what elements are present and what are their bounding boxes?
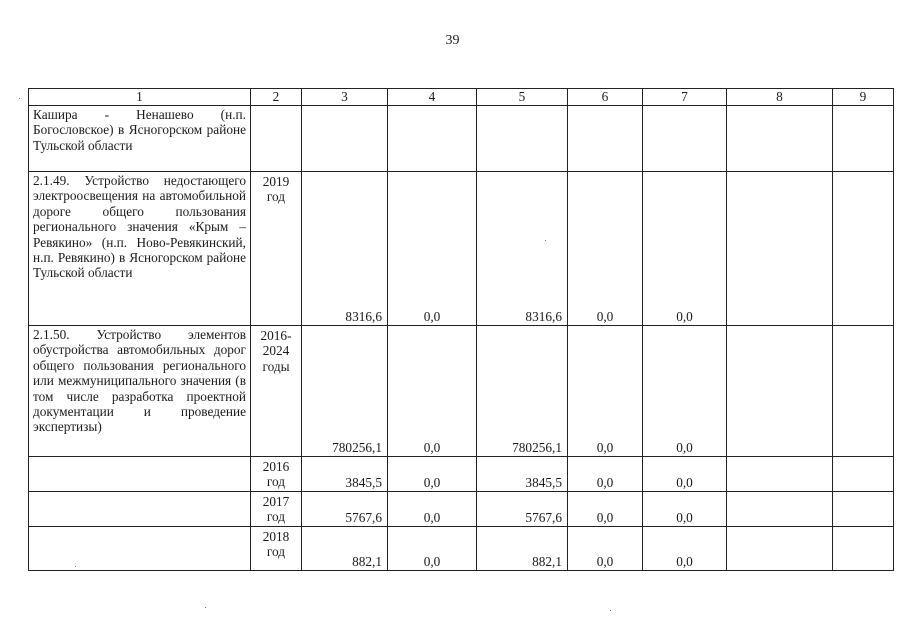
row-description: Кашира - Ненашево (н.п. Богословское) в Ясногорском районе Тульской области: [29, 106, 251, 172]
cell-col7: [643, 106, 727, 172]
cell-col5: 882,1: [477, 527, 568, 571]
cell-col3: 3845,5: [302, 457, 388, 492]
row-period: 2018 год: [251, 527, 302, 571]
header-cell: 4: [388, 89, 477, 106]
cell-col5: 5767,6: [477, 492, 568, 527]
header-cell: 5: [477, 89, 568, 106]
cell-col5: 780256,1: [477, 326, 568, 457]
cell-col4: 0,0: [388, 326, 477, 457]
cell-col3: 882,1: [302, 527, 388, 571]
scan-speck: [75, 566, 76, 567]
cell-col8: [727, 527, 833, 571]
cell-col4: 0,0: [388, 492, 477, 527]
page-number: 39: [445, 33, 460, 48]
cell-col9: [833, 492, 894, 527]
row-period: 2019 год: [251, 172, 302, 326]
row-description: [29, 527, 251, 571]
header-cell: 3: [302, 89, 388, 106]
row-period: [251, 106, 302, 172]
cell-col8: [727, 457, 833, 492]
cell-col6: 0,0: [568, 172, 643, 326]
cell-col9: [833, 326, 894, 457]
cell-col7: 0,0: [643, 326, 727, 457]
cell-col3: 780256,1: [302, 326, 388, 457]
table-row: [29, 326, 894, 457]
table-row: [29, 527, 894, 571]
header-cell: 2: [251, 89, 302, 106]
row-description: 2.1.50. Устройство элементов обустройства автомобильных дорог общего пользования регионального или межмуниципального значения (в том числе разработка проектной документации и проведение экспертизы): [29, 326, 251, 457]
cell-col5: 3845,5: [477, 457, 568, 492]
cell-col5: [477, 106, 568, 172]
row-description: [29, 492, 251, 527]
scan-speck: [610, 610, 611, 611]
cell-col8: [727, 106, 833, 172]
cell-col3: [302, 106, 388, 172]
cell-col3: 5767,6: [302, 492, 388, 527]
cell-col7: 0,0: [643, 527, 727, 571]
table-row: [29, 106, 894, 172]
row-description: [29, 457, 251, 492]
cell-col4: [388, 106, 477, 172]
cell-col5: 8316,6: [477, 172, 568, 326]
cell-col6: 0,0: [568, 326, 643, 457]
header-cell: 7: [643, 89, 727, 106]
budget-table: [28, 88, 894, 571]
cell-col6: [568, 106, 643, 172]
header-cell: 1: [29, 89, 251, 106]
header-cell: 6: [568, 89, 643, 106]
row-period: 2017 год: [251, 492, 302, 527]
cell-col9: [833, 172, 894, 326]
cell-col8: [727, 492, 833, 527]
cell-col6: 0,0: [568, 527, 643, 571]
cell-col7: 0,0: [643, 172, 727, 326]
scan-speck: [545, 240, 546, 241]
row-description: 2.1.49. Устройство недостающего электроосвещения на автомобильной дороге общего пользования регионального значения «Крым – Ревякино» (н.п. Ново-Ревякинский, н.п. Ревякино) в Ясногорском районе Тульской области: [29, 172, 251, 326]
cell-col7: 0,0: [643, 492, 727, 527]
table-row: [29, 492, 894, 527]
table-row: [29, 172, 894, 326]
cell-col9: [833, 527, 894, 571]
cell-col6: 0,0: [568, 492, 643, 527]
header-cell: 8: [727, 89, 833, 106]
row-period: 2016 год: [251, 457, 302, 492]
cell-col7: 0,0: [643, 457, 727, 492]
cell-col4: 0,0: [388, 172, 477, 326]
cell-col6: 0,0: [568, 457, 643, 492]
scan-speck: [205, 607, 206, 608]
cell-col9: [833, 106, 894, 172]
cell-col4: 0,0: [388, 457, 477, 492]
row-period: 2016-2024 годы: [251, 326, 302, 457]
cell-col8: [727, 326, 833, 457]
table-header-row: [29, 89, 894, 106]
cell-col8: [727, 172, 833, 326]
cell-col9: [833, 457, 894, 492]
table-row: [29, 457, 894, 492]
header-cell: 9: [833, 89, 894, 106]
cell-col4: 0,0: [388, 527, 477, 571]
cell-col3: 8316,6: [302, 172, 388, 326]
scan-speck: [19, 98, 20, 99]
